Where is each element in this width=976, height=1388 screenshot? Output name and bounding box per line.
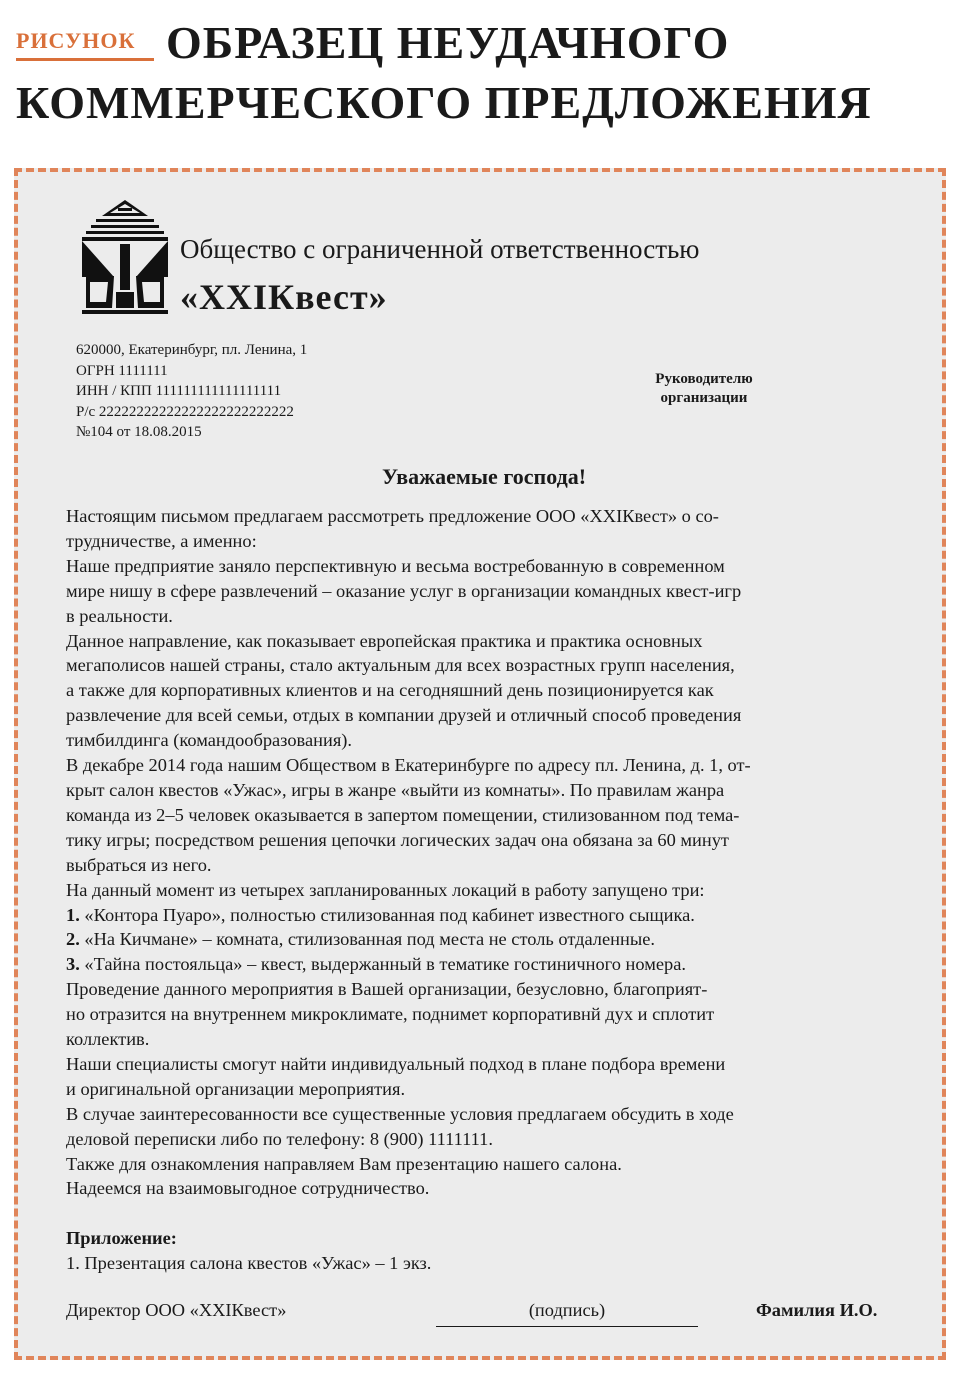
addressee-line: организации	[660, 390, 748, 406]
body-line: Данное направление, как показывает европейская практика и практика основных	[66, 630, 703, 651]
list-item-text: «Контора Пуаро», полностью стилизованная под кабинет известного сыщика.	[79, 904, 695, 925]
body-line: В декабре 2014 года нашим Обществом в Екатеринбурге по адресу пл. Ленина, д. 1, от-	[66, 755, 751, 776]
body-line: Также для ознакомления направляем Вам презентацию нашего салона.	[66, 1153, 622, 1174]
addressee	[624, 370, 784, 408]
signature-label: (подпись)	[528, 1300, 606, 1320]
greeting: Уважаемые господа!	[381, 464, 587, 489]
list-item-number: 2.	[66, 929, 80, 950]
company-type: Общество с ограниченной ответственностью	[180, 234, 700, 264]
requisite-inn-kpp: ИНН / КПП 111111111111111111	[76, 383, 282, 399]
appendix	[66, 1226, 431, 1276]
body-line: а также для корпоративных клиентов и на сегодняшний день позиционируется как	[66, 680, 714, 701]
requisite-number-date: №104 от 18.08.2015	[76, 424, 202, 440]
body-line: в реальности.	[66, 605, 173, 626]
requisite-account: Р/с 22222222222222222222222222	[76, 403, 294, 420]
body-line: мире нишу в сфере развлечений – оказание услуг в организации командных квест-игр	[66, 580, 742, 601]
body-line: На данный момент из четырех запланированных локаций в работу запущено три:	[66, 879, 705, 900]
body-line: развлечение для всей семьи, отдых в компании друзей и отличный способ проведения	[66, 705, 742, 726]
body-line: Надеемся на взаимовыгодное сотрудничество.	[66, 1178, 430, 1199]
list-item-number: 1.	[66, 904, 80, 925]
body-line: деловой переписки либо по телефону: 8 (900) 1111111.	[66, 1128, 493, 1149]
appendix-item: 1. Презентация салона квестов «Ужас» – 1 экз.	[66, 1252, 432, 1273]
body-line: В случае заинтересованности все существенные условия предлагаем обсудить в ходе	[66, 1103, 734, 1124]
requisite-ogrn: ОГРН 1111111	[76, 362, 168, 379]
list-item	[66, 952, 911, 977]
body-line: Наши специалисты смогут найти индивидуальный подход в плане подбора времени	[66, 1053, 726, 1074]
body-line: Наше предприятие заняло перспективную и весьма востребованную в современном	[66, 555, 725, 576]
list-item	[66, 927, 911, 952]
list-item-text: «Тайна постояльца» – квест, выдержанный в тематике гостиничного номера.	[79, 954, 686, 975]
figure-label: РИСУНОК	[16, 28, 136, 53]
list-item	[66, 903, 911, 928]
appendix-title: Приложение:	[66, 1228, 177, 1248]
body-line: крыт салон квестов «Ужас», игры в жанре «выйти из комнаты». По правилам жанра	[66, 779, 725, 800]
addressee-line: Руководителю	[655, 371, 753, 387]
body-line: мегаполисов нашей страны, стало актуальным для всех возрастных групп населения,	[66, 655, 735, 676]
body-line: Настоящим письмом предлагаем рассмотреть предложение ООО «XXIКвест» о со-	[66, 506, 719, 526]
signature-position: Директор ООО «XXIКвест»	[66, 1300, 287, 1320]
figure-title-line-2: КОММЕРЧЕСКОГО ПРЕДЛОЖЕНИЯ	[16, 77, 872, 128]
requisite-address: 620000, Екатеринбург, пл. Ленина, 1	[76, 342, 308, 358]
list-item-number: 3.	[66, 954, 80, 975]
signature-name: Фамилия И.О.	[756, 1300, 878, 1320]
body-line: Проведение данного мероприятия в Вашей организации, безусловно, благоприят-	[66, 979, 708, 1000]
body-line: и оригинальной организации мероприятия.	[66, 1078, 406, 1099]
letter-body	[66, 504, 911, 1201]
body-line: тику игры; посредством решения цепочки логических задач она обязана за 60 минут	[66, 829, 729, 850]
list-item-text: «На Кичмане» – комната, стилизованная под места не столь отдаленные.	[79, 929, 655, 950]
body-line: тимбилдинга (командообразования).	[66, 730, 353, 751]
figure-label-underline	[16, 58, 154, 61]
body-line: команда из 2–5 человек оказывается в запертом помещении, стилизованном под тема-	[66, 804, 740, 825]
signature-line	[436, 1326, 698, 1327]
body-line: трудничестве, а именно:	[66, 530, 257, 551]
letter-sample	[14, 168, 946, 1360]
company-logo-icon	[82, 200, 168, 314]
body-line: коллектив.	[66, 1029, 150, 1050]
body-line: выбраться из него.	[66, 854, 212, 875]
requisites-block	[76, 340, 307, 443]
figure-title-line-1: ОБРАЗЕЦ НЕУДАЧНОГО	[166, 17, 730, 68]
company-name: «XXIКвест»	[180, 277, 388, 317]
body-line: но отразится на внутреннем микроклимате, поднимет корпоративнй дух и сплотит	[66, 1004, 715, 1025]
